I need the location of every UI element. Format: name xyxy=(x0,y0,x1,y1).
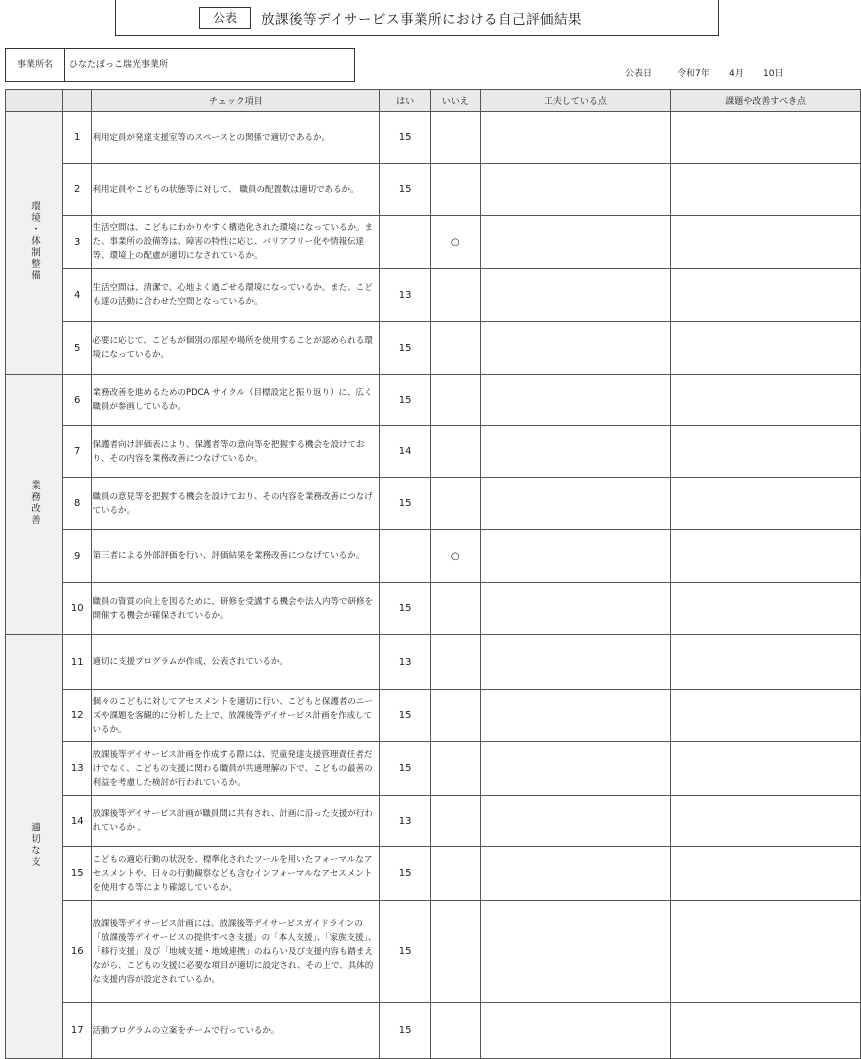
issues-cell xyxy=(671,478,861,530)
no-mark xyxy=(430,322,480,375)
item-number: 4 xyxy=(63,269,92,322)
yes-count: 15 xyxy=(380,847,431,901)
header-check-item: チェック項目 xyxy=(92,90,380,112)
item-number: 9 xyxy=(63,530,92,583)
effort-cell xyxy=(480,847,671,901)
no-mark xyxy=(430,690,480,742)
yes-count: 15 xyxy=(380,478,431,530)
check-item-text: 放課後等デイサービス計画が職員間に共有され、計画に沿った支援が行われているか 。 xyxy=(92,796,380,847)
check-item-text: 適切に支援プログラムが作成、公表されているか。 xyxy=(92,635,380,690)
yes-count: 15 xyxy=(380,164,431,216)
check-item-text: こどもの適応行動の状況を、標準化されたツールを用いたフォーマルなアセスメントや、日々の行動観察なども含むインフォーマルなアセスメントを使用する等により確認しているか。 xyxy=(92,847,380,901)
check-item-text: 生活空間は、清潔で、心地よく過ごせる環境になっているか。また、こども達の活動に合わせた空間となっているか。 xyxy=(92,269,380,322)
no-mark xyxy=(430,1003,480,1059)
no-mark xyxy=(430,112,480,164)
item-number: 11 xyxy=(63,635,92,690)
table-header-row xyxy=(6,90,861,112)
item-number: 14 xyxy=(63,796,92,847)
check-item-text: 生活空間は、こどもにわかりやすく構造化された環境になっているか。また、事業所の設備等は、障害の特性に応じ、バリアフリー化や情報伝達等、環境上の配慮が適切になされているか。 xyxy=(92,216,380,269)
table-row xyxy=(6,164,861,216)
issues-cell xyxy=(671,847,861,901)
item-number: 13 xyxy=(63,742,92,796)
yes-count: 15 xyxy=(380,112,431,164)
yes-count: 15 xyxy=(380,742,431,796)
office-label: 事業所名 xyxy=(5,48,65,82)
yes-count: 15 xyxy=(380,322,431,375)
yes-count: 13 xyxy=(380,269,431,322)
issues-cell xyxy=(671,216,861,269)
header-issues: 課題や改善すべき点 xyxy=(671,90,861,112)
no-mark xyxy=(430,901,480,1003)
check-item-text: 業務改善を進めるためのPDCA サイクル（目標設定と振り返り）に、広く職員が参画しているか。 xyxy=(92,375,380,426)
category-label: 業務改善 xyxy=(29,480,40,526)
no-mark xyxy=(430,796,480,847)
header-effort: 工夫している点 xyxy=(480,90,671,112)
issues-cell xyxy=(671,426,861,478)
item-number: 1 xyxy=(63,112,92,164)
yes-count: 13 xyxy=(380,635,431,690)
item-number: 12 xyxy=(63,690,92,742)
table-row xyxy=(6,426,861,478)
table-row xyxy=(6,583,861,635)
issues-cell xyxy=(671,742,861,796)
item-number: 10 xyxy=(63,583,92,635)
no-mark xyxy=(430,269,480,322)
no-mark: ○ xyxy=(430,530,480,583)
effort-cell xyxy=(480,216,671,269)
check-item-text: 職員の意見等を把握する機会を設けており、その内容を業務改善につなげているか。 xyxy=(92,478,380,530)
effort-cell xyxy=(480,112,671,164)
effort-cell xyxy=(480,375,671,426)
no-mark xyxy=(430,375,480,426)
table-row xyxy=(6,796,861,847)
item-number: 17 xyxy=(63,1003,92,1059)
effort-cell xyxy=(480,583,671,635)
table-row xyxy=(6,112,861,164)
no-mark xyxy=(430,478,480,530)
header-category xyxy=(6,90,63,112)
effort-cell xyxy=(480,426,671,478)
effort-cell xyxy=(480,322,671,375)
category-cell xyxy=(6,635,63,1059)
evaluation-table xyxy=(5,89,861,1059)
item-number: 7 xyxy=(63,426,92,478)
issues-cell xyxy=(671,269,861,322)
no-mark: ○ xyxy=(430,216,480,269)
issues-cell xyxy=(671,530,861,583)
no-mark xyxy=(430,847,480,901)
category-cell xyxy=(6,375,63,635)
table-row xyxy=(6,322,861,375)
check-item-text: 放課後等デイサービス計画を作成する際には、児童発達支援管理責任者だけでなく、こどもの支援に関わる職員が共通理解の下で、こどもの最善の利益を考慮した検討が行われているか。 xyxy=(92,742,380,796)
title-box xyxy=(115,0,719,36)
no-mark xyxy=(430,583,480,635)
check-item-text: 個々のこどもに対してアセスメントを適切に行い、こどもと保護者のニーズや課題を客観的に分析した上で、放課後等デイサービス計画を作成しているか。 xyxy=(92,690,380,742)
effort-cell xyxy=(480,164,671,216)
yes-count: 13 xyxy=(380,796,431,847)
table-row xyxy=(6,742,861,796)
header-yes: はい xyxy=(380,90,431,112)
issues-cell xyxy=(671,583,861,635)
check-item-text: 第三者による外部評価を行い、評価結果を業務改善につなげているか。 xyxy=(92,530,380,583)
effort-cell xyxy=(480,1003,671,1059)
yes-count xyxy=(380,530,431,583)
yes-count: 15 xyxy=(380,583,431,635)
item-number: 16 xyxy=(63,901,92,1003)
yes-count: 15 xyxy=(380,1003,431,1059)
public-tag: 公表 xyxy=(199,7,251,29)
effort-cell xyxy=(480,742,671,796)
check-item-text: 職員の資質の向上を図るために、研修を受講する機会や法人内等で研修を開催する機会が確保されているか。 xyxy=(92,583,380,635)
item-number: 2 xyxy=(63,164,92,216)
table-row xyxy=(6,216,861,269)
effort-cell xyxy=(480,635,671,690)
no-mark xyxy=(430,742,480,796)
no-mark xyxy=(430,426,480,478)
yes-count: 15 xyxy=(380,690,431,742)
publication-day: 10日 xyxy=(763,69,784,79)
table-row xyxy=(6,635,861,690)
item-number: 6 xyxy=(63,375,92,426)
check-item-text: 活動プログラムの立案をチームで行っているか。 xyxy=(92,1003,380,1059)
issues-cell xyxy=(671,635,861,690)
category-label: 環境・体制整備 xyxy=(29,201,40,282)
issues-cell xyxy=(671,322,861,375)
no-mark xyxy=(430,164,480,216)
item-number: 3 xyxy=(63,216,92,269)
table-row xyxy=(6,375,861,426)
yes-count: 15 xyxy=(380,901,431,1003)
item-number: 15 xyxy=(63,847,92,901)
no-mark xyxy=(430,635,480,690)
issues-cell xyxy=(671,1003,861,1059)
effort-cell xyxy=(480,690,671,742)
effort-cell xyxy=(480,530,671,583)
check-item-text: 利用定員が発達支援室等のスペースとの関係で適切であるか。 xyxy=(92,112,380,164)
issues-cell xyxy=(671,901,861,1003)
yes-count: 14 xyxy=(380,426,431,478)
publication-date-label: 公表日 xyxy=(625,69,653,79)
table-row xyxy=(6,478,861,530)
effort-cell xyxy=(480,269,671,322)
effort-cell xyxy=(480,796,671,847)
category-label: 適切な支 xyxy=(29,822,40,868)
table-row xyxy=(6,530,861,583)
header-no: いいえ xyxy=(430,90,480,112)
issues-cell xyxy=(671,796,861,847)
table-row xyxy=(6,269,861,322)
table-row xyxy=(6,1003,861,1059)
effort-cell xyxy=(480,901,671,1003)
table-row xyxy=(6,847,861,901)
category-cell xyxy=(6,112,63,375)
check-item-text: 利用定員やこどもの状態等に対して、 職員の配置数は適切であるか。 xyxy=(92,164,380,216)
office-name: ひなたぼっこ瑞光事業所 xyxy=(64,48,355,82)
issues-cell xyxy=(671,375,861,426)
table-row xyxy=(6,901,861,1003)
item-number: 5 xyxy=(63,322,92,375)
header-number xyxy=(63,90,92,112)
issues-cell xyxy=(671,112,861,164)
check-item-text: 放課後等デイサービス計画には、放課後等デイサービスガイドラインの「放課後等デイサービスの提供すべき支援」の「本人支援」、「家族支援」、「移行支援」及び「地域支援・地域連携」のねらい及び支援内容も踏まえながら、こどもの支援に必要な項目が適切に設定され、その上で、具体的な支援内容が設定されているか。 xyxy=(92,901,380,1003)
effort-cell xyxy=(480,478,671,530)
yes-count: 15 xyxy=(380,375,431,426)
check-item-text: 必要に応じて、こどもが個別の部屋や場所を使用することが認められる環境になっているか。 xyxy=(92,322,380,375)
issues-cell xyxy=(671,690,861,742)
issues-cell xyxy=(671,164,861,216)
check-item-text: 保護者向け評価表により、保護者等の意向等を把握する機会を設けており、その内容を業務改善につなげているか。 xyxy=(92,426,380,478)
table-row xyxy=(6,690,861,742)
item-number: 8 xyxy=(63,478,92,530)
table-body xyxy=(6,112,861,1059)
publication-era: 令和7年 xyxy=(677,69,710,79)
yes-count xyxy=(380,216,431,269)
publication-month: 4月 xyxy=(729,69,744,79)
document-title: 放課後等デイサービス事業所における自己評価結果 xyxy=(261,12,583,28)
